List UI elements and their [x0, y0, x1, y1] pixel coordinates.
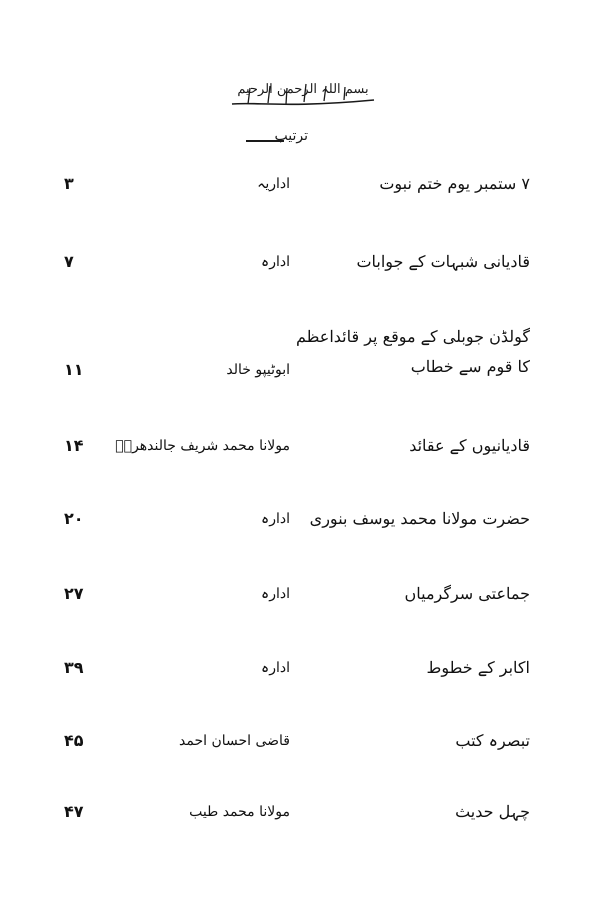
- entry-page-number: ۳: [64, 174, 74, 193]
- entry-page-number: ۱۴: [64, 436, 84, 455]
- entry-page-number: ۲۰: [64, 509, 84, 528]
- entry-author: ادارہ: [261, 660, 290, 676]
- entry-title: قادیانیوں کے عقائد: [409, 436, 530, 455]
- entry-title: گولڈن جوبلی کے موقع پر قائداعظم کا قوم سے خطاب: [296, 327, 530, 376]
- toc-entry: [0, 168, 590, 208]
- entry-page-number: ۳۹: [64, 658, 84, 677]
- toc-entry: [0, 503, 590, 543]
- entry-title: جماعتی سرگرمیاں: [404, 584, 530, 603]
- entry-author: ادارہ: [261, 511, 290, 527]
- entry-author: مولانا محمد شریف جالندھریؒ: [115, 438, 290, 454]
- entry-title: حضرت مولانا محمد یوسف بنوری: [309, 509, 530, 528]
- entry-page-number: ۴۷: [64, 802, 84, 821]
- heading-text: ترتیب: [274, 128, 308, 144]
- entry-title: اکابر کے خطوط: [426, 658, 530, 677]
- entry-title: ۷ ستمبر یوم ختم نبوت: [379, 174, 530, 193]
- toc-entry: [0, 246, 590, 286]
- toc-entry: [0, 430, 590, 470]
- toc-entry: [0, 322, 590, 388]
- entry-page-number: ۴۵: [64, 731, 84, 750]
- entry-title: چہل حدیث: [455, 802, 530, 821]
- entry-title: تبصرہ کتب: [455, 731, 530, 750]
- entry-author: ابوٹیپو خالد: [226, 362, 290, 378]
- entry-title: قادیانی شبہات کے جوابات: [356, 252, 530, 271]
- bismillah-calligraphy: [228, 78, 378, 114]
- toc-entry: [0, 578, 590, 618]
- entry-page-number: ۱۱: [64, 360, 84, 379]
- toc-entry: [0, 725, 590, 765]
- contents-heading: [246, 124, 346, 154]
- entry-author: اداریہ: [257, 176, 290, 192]
- entry-author: مولانا محمد طیب: [189, 804, 290, 820]
- entry-author: ادارہ: [261, 254, 290, 270]
- entry-page-number: ۷: [64, 252, 74, 271]
- toc-entry: [0, 796, 590, 836]
- bismillah-text: بسم اللہ الرحمن الرحیم: [237, 82, 369, 97]
- toc-entry: [0, 652, 590, 692]
- entry-author: ادارہ: [261, 586, 290, 602]
- entry-page-number: ۲۷: [64, 584, 84, 603]
- entry-author: قاضی احسان احمد: [179, 733, 290, 749]
